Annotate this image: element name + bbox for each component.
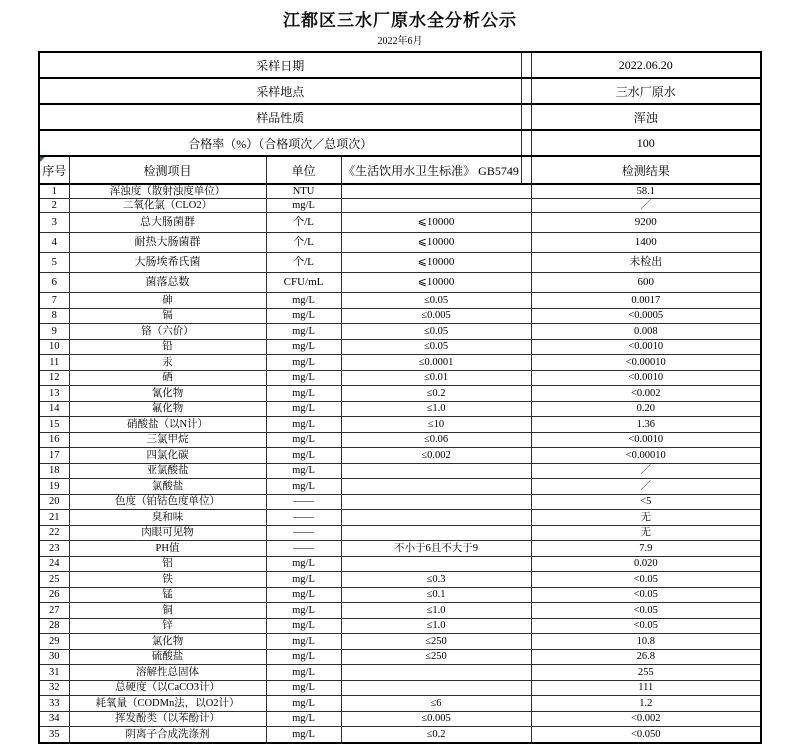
standard-limit xyxy=(341,479,531,495)
row-index: 16 xyxy=(39,432,69,448)
table-row xyxy=(39,665,761,681)
test-item-name: 氯酸盐 xyxy=(69,479,266,495)
test-result: 600 xyxy=(531,273,761,293)
standard-limit: ≤0.0001 xyxy=(341,355,531,371)
row-index: 22 xyxy=(39,525,69,541)
test-result: <0.0010 xyxy=(531,432,761,448)
row-index: 13 xyxy=(39,386,69,402)
test-result: <0.05 xyxy=(531,618,761,634)
test-result: 无 xyxy=(531,525,761,541)
table-row xyxy=(39,556,761,572)
table-row xyxy=(39,273,761,293)
page-title: 江都区三水厂原水全分析公示 xyxy=(283,11,517,30)
info-label: 样品性质 xyxy=(39,104,521,130)
spacer-cell xyxy=(521,104,531,130)
test-item-name: 大肠埃希氏菌 xyxy=(69,253,266,273)
standard-limit: ≤6 xyxy=(341,696,531,712)
test-item-name: 总硬度（以CaCO3计） xyxy=(69,680,266,696)
table-row xyxy=(39,463,761,479)
test-result: 7.9 xyxy=(531,541,761,557)
row-index: 24 xyxy=(39,556,69,572)
test-result: 1.2 xyxy=(531,696,761,712)
test-result: <0.0010 xyxy=(531,339,761,355)
row-index: 35 xyxy=(39,727,69,743)
page-subtitle: 2022年6月 xyxy=(377,36,423,47)
test-item-name: 总大肠菌群 xyxy=(69,213,266,233)
standard-limit: ≤0.005 xyxy=(341,711,531,727)
test-result: 0.20 xyxy=(531,401,761,417)
standard-limit xyxy=(341,525,531,541)
test-result: 1.36 xyxy=(531,417,761,433)
test-result: <0.05 xyxy=(531,603,761,619)
table-row xyxy=(39,587,761,603)
test-item-name: 汞 xyxy=(69,355,266,371)
table-row xyxy=(39,293,761,309)
test-item-name: 铜 xyxy=(69,603,266,619)
table-row xyxy=(39,541,761,557)
standard-limit: ⩽10000 xyxy=(341,233,531,253)
info-row-sampling-date xyxy=(39,52,761,78)
info-section xyxy=(39,52,761,184)
test-result: <0.002 xyxy=(531,711,761,727)
spacer-cell xyxy=(521,78,531,104)
standard-limit xyxy=(341,494,531,510)
test-result: <0.00010 xyxy=(531,448,761,464)
row-index: 1 xyxy=(39,184,69,199)
test-item-name: 硫酸盐 xyxy=(69,649,266,665)
test-item-name: 氰化物 xyxy=(69,386,266,402)
unit-value: mg/L xyxy=(266,696,341,712)
test-item-name: 铁 xyxy=(69,572,266,588)
table-row xyxy=(39,711,761,727)
table-row xyxy=(39,253,761,273)
table-row xyxy=(39,727,761,743)
test-result: <0.002 xyxy=(531,386,761,402)
unit-value: mg/L xyxy=(266,417,341,433)
unit-value: mg/L xyxy=(266,680,341,696)
table-row xyxy=(39,649,761,665)
test-result: <0.0010 xyxy=(531,370,761,386)
row-index: 21 xyxy=(39,510,69,526)
unit-value: mg/L xyxy=(266,556,341,572)
test-item-name: 色度（铂钴色度单位） xyxy=(69,494,266,510)
table-row xyxy=(39,572,761,588)
info-value: 2022.06.20 xyxy=(531,52,761,78)
info-row-pass-rate xyxy=(39,130,761,156)
test-result: <0.05 xyxy=(531,587,761,603)
row-index: 19 xyxy=(39,479,69,495)
test-result: <0.050 xyxy=(531,727,761,743)
test-result: 0.008 xyxy=(531,324,761,340)
table-row xyxy=(39,199,761,213)
test-result: <0.0005 xyxy=(531,308,761,324)
table-row xyxy=(39,448,761,464)
header-cell-index xyxy=(39,156,69,184)
table-row xyxy=(39,680,761,696)
test-result: 9200 xyxy=(531,213,761,233)
test-result: <5 xyxy=(531,494,761,510)
standard-limit: ≤0.3 xyxy=(341,572,531,588)
table-row xyxy=(39,355,761,371)
test-result: ／ xyxy=(531,199,761,213)
unit-value: mg/L xyxy=(266,448,341,464)
unit-value: mg/L xyxy=(266,727,341,743)
standard-limit: ≤0.005 xyxy=(341,308,531,324)
test-result: 10.8 xyxy=(531,634,761,650)
standard-limit xyxy=(341,680,531,696)
table-row xyxy=(39,213,761,233)
unit-value: mg/L xyxy=(266,634,341,650)
table-row xyxy=(39,432,761,448)
unit-value: mg/L xyxy=(266,386,341,402)
unit-value: mg/L xyxy=(266,432,341,448)
excel-corner-marker xyxy=(40,157,45,162)
row-index: 18 xyxy=(39,463,69,479)
header-cell-result: 检测结果 xyxy=(531,156,761,184)
row-index: 31 xyxy=(39,665,69,681)
row-index: 3 xyxy=(39,213,69,233)
analysis-table xyxy=(38,51,762,744)
row-index: 34 xyxy=(39,711,69,727)
unit-value: mg/L xyxy=(266,649,341,665)
row-index: 9 xyxy=(39,324,69,340)
test-result: ／ xyxy=(531,479,761,495)
test-item-name: 砷 xyxy=(69,293,266,309)
row-index: 2 xyxy=(39,199,69,213)
test-result: 无 xyxy=(531,510,761,526)
test-item-name: 氟化物 xyxy=(69,401,266,417)
test-item-name: 四氯化碳 xyxy=(69,448,266,464)
test-item-name: 二氧化氯（CLO2） xyxy=(69,199,266,213)
row-index: 27 xyxy=(39,603,69,619)
standard-limit: ≤0.05 xyxy=(341,324,531,340)
table-row xyxy=(39,510,761,526)
unit-value: 个/L xyxy=(266,213,341,233)
standard-limit xyxy=(341,199,531,213)
table-row xyxy=(39,370,761,386)
unit-value: mg/L xyxy=(266,339,341,355)
spacer-cell xyxy=(521,52,531,78)
table-row xyxy=(39,401,761,417)
test-item-name: 三氯甲烷 xyxy=(69,432,266,448)
standard-limit xyxy=(341,665,531,681)
test-item-name: 铝 xyxy=(69,556,266,572)
test-item-name: 耐热大肠菌群 xyxy=(69,233,266,253)
standard-limit: ≤250 xyxy=(341,634,531,650)
table-row xyxy=(39,233,761,253)
test-item-name: 肉眼可见物 xyxy=(69,525,266,541)
row-index: 28 xyxy=(39,618,69,634)
test-item-name: 耗氧量（CODMn法，以O2计） xyxy=(69,696,266,712)
row-index: 33 xyxy=(39,696,69,712)
unit-value: —— xyxy=(266,525,341,541)
test-item-name: 锌 xyxy=(69,618,266,634)
row-index: 20 xyxy=(39,494,69,510)
unit-value: NTU xyxy=(266,184,341,199)
unit-value: mg/L xyxy=(266,370,341,386)
row-index: 10 xyxy=(39,339,69,355)
standard-limit: ≤0.002 xyxy=(341,448,531,464)
table-row xyxy=(39,386,761,402)
test-result: 0.020 xyxy=(531,556,761,572)
standard-limit: ≤1.0 xyxy=(341,401,531,417)
test-item-name: 阴离子合成洗涤剂 xyxy=(69,727,266,743)
header-cell-standard: 《生活饮用水卫生标准》 GB5749 xyxy=(341,156,521,184)
standard-limit: ≤0.2 xyxy=(341,386,531,402)
unit-value: mg/L xyxy=(266,572,341,588)
table-row xyxy=(39,696,761,712)
test-result: 0.0017 xyxy=(531,293,761,309)
table-row xyxy=(39,634,761,650)
standard-limit: ⩽10000 xyxy=(341,273,531,293)
unit-value: —— xyxy=(266,510,341,526)
row-index: 23 xyxy=(39,541,69,557)
test-item-name: PH值 xyxy=(69,541,266,557)
spacer-cell xyxy=(521,156,531,184)
row-index: 5 xyxy=(39,253,69,273)
test-item-name: 菌落总数 xyxy=(69,273,266,293)
unit-value: mg/L xyxy=(266,308,341,324)
table-row xyxy=(39,525,761,541)
table-row xyxy=(39,479,761,495)
unit-value: —— xyxy=(266,494,341,510)
unit-value: mg/L xyxy=(266,711,341,727)
table-row xyxy=(39,308,761,324)
test-result: 111 xyxy=(531,680,761,696)
header-cell-item: 检测项目 xyxy=(69,156,266,184)
row-index: 25 xyxy=(39,572,69,588)
unit-value: —— xyxy=(266,541,341,557)
unit-value: mg/L xyxy=(266,479,341,495)
test-item-name: 亚氯酸盐 xyxy=(69,463,266,479)
info-row-sample-nature xyxy=(39,104,761,130)
row-index: 26 xyxy=(39,587,69,603)
standard-limit: ≤10 xyxy=(341,417,531,433)
unit-value: mg/L xyxy=(266,293,341,309)
test-result: 58.1 xyxy=(531,184,761,199)
test-item-name: 溶解性总固体 xyxy=(69,665,266,681)
row-index: 15 xyxy=(39,417,69,433)
table-row xyxy=(39,339,761,355)
info-label: 采样日期 xyxy=(39,52,521,78)
info-value: 浑浊 xyxy=(531,104,761,130)
info-label: 采样地点 xyxy=(39,78,521,104)
standard-limit xyxy=(341,463,531,479)
row-index: 7 xyxy=(39,293,69,309)
info-label: 合格率（%）（合格项次／总项次） xyxy=(39,130,521,156)
table-header-row xyxy=(39,156,761,184)
test-result: ／ xyxy=(531,463,761,479)
test-item-name: 氯化物 xyxy=(69,634,266,650)
test-item-name: 挥发酚类（以苯酚计） xyxy=(69,711,266,727)
test-result: 255 xyxy=(531,665,761,681)
unit-value: mg/L xyxy=(266,587,341,603)
row-index: 32 xyxy=(39,680,69,696)
standard-limit: ≤1.0 xyxy=(341,603,531,619)
test-result: <0.05 xyxy=(531,572,761,588)
table-row xyxy=(39,417,761,433)
header-cell-unit: 单位 xyxy=(266,156,341,184)
test-result: 26.8 xyxy=(531,649,761,665)
data-rows-section xyxy=(39,184,761,743)
table-row xyxy=(39,324,761,340)
standard-limit: ≤0.2 xyxy=(341,727,531,743)
unit-value: mg/L xyxy=(266,463,341,479)
standard-limit: ≤0.1 xyxy=(341,587,531,603)
table-row xyxy=(39,618,761,634)
row-index: 6 xyxy=(39,273,69,293)
test-item-name: 硝酸盐（以N计） xyxy=(69,417,266,433)
header-index-label: 序号 xyxy=(42,163,67,178)
standard-limit xyxy=(341,556,531,572)
spacer-cell xyxy=(521,130,531,156)
test-item-name: 硒 xyxy=(69,370,266,386)
standard-limit: ⩽10000 xyxy=(341,213,531,233)
standard-limit: 不小于6且不大于9 xyxy=(341,541,531,557)
unit-value: 个/L xyxy=(266,253,341,273)
row-index: 14 xyxy=(39,401,69,417)
water-analysis-report-page xyxy=(0,6,800,740)
test-item-name: 镉 xyxy=(69,308,266,324)
standard-limit: ≤0.01 xyxy=(341,370,531,386)
unit-value: mg/L xyxy=(266,355,341,371)
test-item-name: 臭和味 xyxy=(69,510,266,526)
row-index: 17 xyxy=(39,448,69,464)
unit-value: mg/L xyxy=(266,199,341,213)
test-item-name: 浑浊度（散射浊度单位） xyxy=(69,184,266,199)
unit-value: mg/L xyxy=(266,401,341,417)
unit-value: CFU/mL xyxy=(266,273,341,293)
standard-limit: ≤1.0 xyxy=(341,618,531,634)
test-result: 1400 xyxy=(531,233,761,253)
row-index: 4 xyxy=(39,233,69,253)
row-index: 11 xyxy=(39,355,69,371)
info-value: 100 xyxy=(531,130,761,156)
table-row xyxy=(39,603,761,619)
standard-limit: ≤250 xyxy=(341,649,531,665)
table-row xyxy=(39,184,761,199)
standard-limit: ≤0.06 xyxy=(341,432,531,448)
unit-value: mg/L xyxy=(266,603,341,619)
test-result: <0.00010 xyxy=(531,355,761,371)
test-item-name: 铬（六价） xyxy=(69,324,266,340)
row-index: 29 xyxy=(39,634,69,650)
standard-limit xyxy=(341,510,531,526)
test-item-name: 锰 xyxy=(69,587,266,603)
row-index: 12 xyxy=(39,370,69,386)
unit-value: mg/L xyxy=(266,665,341,681)
standard-limit: ≤0.05 xyxy=(341,339,531,355)
unit-value: mg/L xyxy=(266,618,341,634)
test-item-name: 铅 xyxy=(69,339,266,355)
table-row xyxy=(39,494,761,510)
row-index: 30 xyxy=(39,649,69,665)
standard-limit: ⩽10000 xyxy=(341,253,531,273)
test-result: 未检出 xyxy=(531,253,761,273)
standard-limit xyxy=(341,184,531,199)
unit-value: mg/L xyxy=(266,324,341,340)
info-value: 三水厂原水 xyxy=(531,78,761,104)
info-row-sampling-location xyxy=(39,78,761,104)
row-index: 8 xyxy=(39,308,69,324)
unit-value: 个/L xyxy=(266,233,341,253)
standard-limit: ≤0.05 xyxy=(341,293,531,309)
